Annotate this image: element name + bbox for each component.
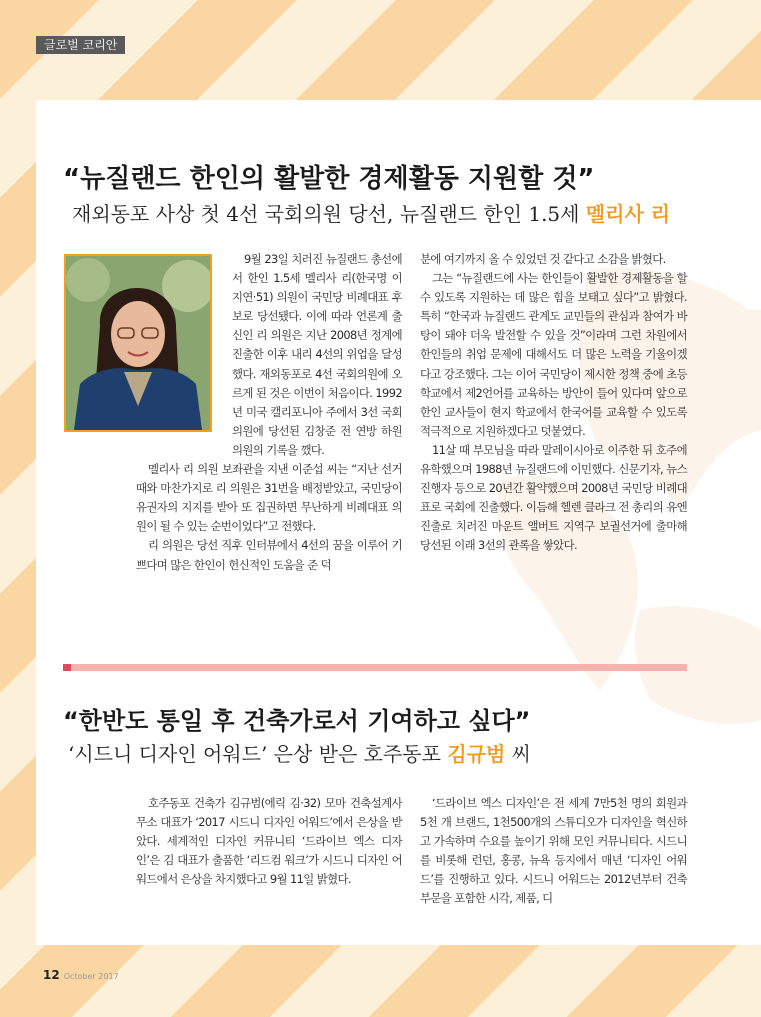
photo-wrap-spacer xyxy=(136,250,232,454)
article1-subtitle-text: 재외동포 사상 첫 4선 국회의원 당선, 뉴질랜드 한인 1.5세 xyxy=(72,202,586,226)
article1-right-column xyxy=(420,250,687,556)
article2-subtitle-text: ‘시드니 디자인 어워드’ 은상 받은 호주동포 xyxy=(68,742,448,766)
article2-paragraph: 호주동포 건축가 김규범(에릭 김·32) 모마 건축설계사무소 대표가 ‘2017 시드니 디자인 어워드’에서 은상을 받았다. 세계적인 디자인 커뮤니티 ‘드라이브 엑스 디자인’은 김 대표가 출품한 ‘리드컴 워크’가 시드니 디자인 어워드에서 은상을 차지했다고 9월 11일 밝혔다. xyxy=(136,796,402,887)
article1-paragraph: 그는 “뉴질랜드에 사는 한인들이 활발한 경제활동을 할 수 있도록 지원하는 데 많은 힘을 보태고 싶다”고 밝혔다. 특히 “한국과 뉴질랜드 관계도 교민들의 관심과 참여가 바탕이 돼야 더욱 발전할 수 있을 것”이라며 그런 차원에서 한인들의 취업 문제에 대해서도 더 많은 노력을 기울이겠다고 강조했다. 그는 이어 국민당이 제시한 정책 중에 초등학교에서 제2언어를 교육하는 방안이 들어 있다며 앞으로 한인 교사들이 현지 학교에서 한국어를 교육할 수 있도록 적극적으로 지원하겠다고 덧붙였다. xyxy=(420,271,687,438)
article1-subtitle xyxy=(72,198,670,227)
section-divider-accent xyxy=(63,664,71,671)
article1-left-column xyxy=(136,250,402,575)
article2-subtitle xyxy=(68,738,531,767)
article1-paragraph: 9월 23일 치러진 뉴질랜드 총선에서 한인 1.5세 멜리사 리(한국명 이지연·51) 의원이 국민당 비례대표 후보로 당선됐다. 이에 따라 언론계 출신인 리 의원은 지난 2008년 정계에 진출한 이후 내리 4선의 위업을 달성했다. 재외동포로 4선 국회의원에 오르게 된 것은 이번이 처음이다. 1992년 미국 캘리포니아 주에서 3선 국회의원에 당선된 김창준 전 연방 하원의원의 기록을 깼다. xyxy=(232,252,402,457)
article2-right-column xyxy=(420,794,687,909)
article1-paragraph: 11살 때 부모님을 따라 말레이시아로 이주한 뒤 호주에 유학했으며 1988년 뉴질랜드에 이민했다. 신문기자, 뉴스진행자 등으로 20년간 활약했으며 2008년 국민당 비례대표로 국회에 진출했다. 이듬해 헬렌 클라크 전 총리의 유엔 진출로 치러진 마운트 앨버트 지역구 보궐선거에 출마해 당선된 이래 3선의 관록을 쌓았다. xyxy=(420,442,687,553)
article1-paragraph: 분에 여기까지 올 수 있었던 것 같다고 소감을 밝혔다. xyxy=(420,252,666,266)
article2-paragraph: ‘드라이브 엑스 디자인’은 전 세계 7만5천 명의 회원과 5천 개 브랜드, 1천500개의 스튜디오가 디자인을 혁신하고 가속하며 수요를 높이기 위해 모인 커뮤니티다. 시드니를 비롯해 런던, 홍콩, 뉴욕 등지에서 매년 ‘디자인 어워드’를 진행하고 있다. 시드니 어워드는 2012년부터 건축 부문을 포함한 시각, 제품, 디 xyxy=(420,796,687,906)
article1-person-name: 멜리사 리 xyxy=(585,202,671,226)
section-divider xyxy=(63,664,687,671)
section-tag: 글로벌 코리안 xyxy=(36,36,125,54)
article1-paragraph: 리 의원은 당선 직후 인터뷰에서 4선의 꿈을 이루어 기쁘다며 많은 한인이 헌신적인 도움을 준 덕 xyxy=(136,538,402,572)
page-number: 12 xyxy=(43,968,60,982)
article2-title: “한반도 통일 후 건축가로서 기여하고 싶다” xyxy=(63,707,531,735)
issue-date: October 2017 xyxy=(63,972,119,981)
article1-title: “뉴질랜드 한인의 활발한 경제활동 지원할 것” xyxy=(63,164,595,194)
article1-paragraph: 멜리사 리 의원 보좌관을 지낸 이준섭 씨는 “지난 선거 때와 마찬가지로 리 의원은 31번을 배정받았고, 국민당이 유권자의 지지를 받아 또 집권하면 무난하게 비례대표 의원이 될 수 있는 순번이었다”고 전했다. xyxy=(136,462,402,534)
article2-person-name: 김규범 xyxy=(447,742,506,766)
article2-subtitle-suffix: 씨 xyxy=(505,742,531,766)
article2-left-column xyxy=(136,794,402,889)
page-footer xyxy=(43,964,119,983)
